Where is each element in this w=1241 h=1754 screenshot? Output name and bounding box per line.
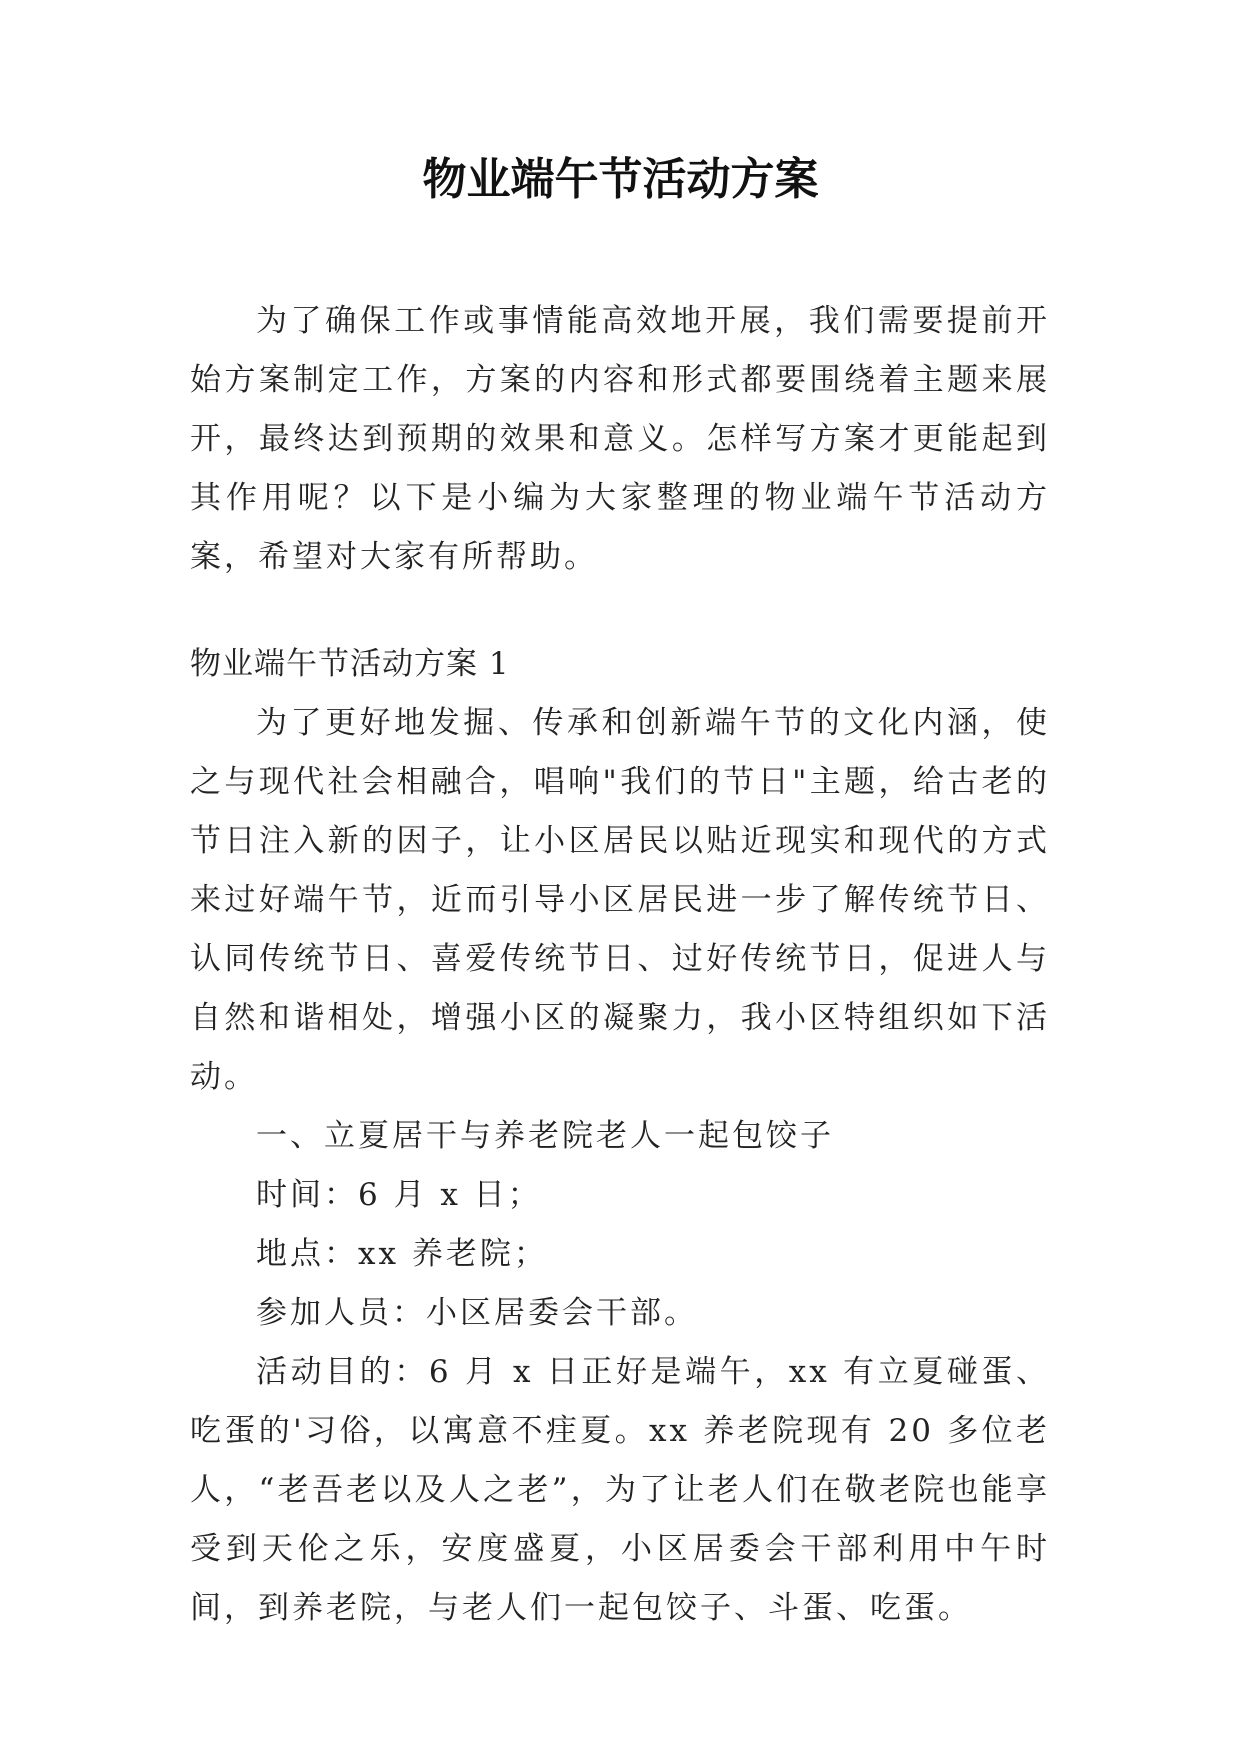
activity-place: 地点：xx 养老院； (256, 1236, 548, 1272)
intro-paragraph: 为了确保工作或事情能高效地开展，我们需要提前开始方案制定工作，方案的内容和形式都要围绕着主题来展开，最终达到预期的效果和意义。怎样写方案才更能起到其作用呢？以下是小编为大家整理的物业端午节活动方案，希望对大家有所帮助。 (190, 303, 1050, 575)
document-body (190, 292, 1050, 1638)
activity-time: 时间：6 月 x 日； (256, 1177, 542, 1213)
section-paragraph: 为了更好地发掘、传承和创新端午节的文化内涵，使之与现代社会相融合，唱响"我们的节日"主题，给古老的节日注入新的因子，让小区居民以贴近现实和现代的方式来过好端午节，近而引导小区居民进一步了解传统节日、认同传统节日、喜爱传统节日、过好传统节日，促进人与自然和谐相处，增强小区的凝聚力，我小区特组织如下活动。 (190, 705, 1050, 1095)
activity-participants: 参加人员：小区居委会干部。 (256, 1295, 698, 1331)
section-heading: 物业端午节活动方案 1 (190, 646, 510, 682)
activity-heading: 一、立夏居干与养老院老人一起包饺子 (256, 1118, 834, 1154)
activity-purpose: 活动目的：6 月 x 日正好是端午，xx 有立夏碰蛋、吃蛋的'习俗，以寓意不疰夏。xx 养老院现有 20 多位老人，“老吾老以及人之老”，为了让老人们在敬老院也能享受到天伦之乐，安度盛夏，小区居委会干部利用中午时间，到养老院，与老人们一起包饺子、斗蛋、吃蛋。 (190, 1354, 1050, 1626)
document-title: 物业端午节活动方案 (422, 154, 819, 205)
